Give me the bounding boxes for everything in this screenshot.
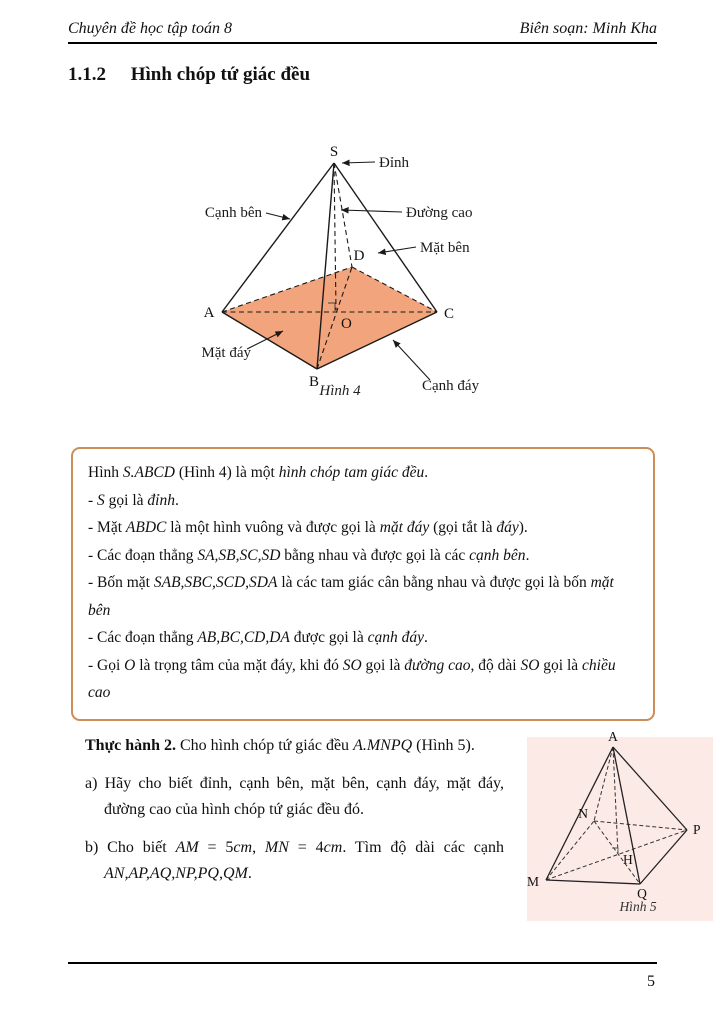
definition-line: - Các đoạn thẳng SA,SB,SC,SD bằng nhau và được gọi là các cạnh bên. — [88, 546, 530, 564]
vertex-P-label: P — [693, 822, 701, 837]
figure4-pyramid-diagram — [150, 138, 550, 410]
definition-line: - S gọi là đỉnh. — [88, 491, 179, 509]
vertex-O-label: O — [341, 316, 352, 332]
figure4-caption: Hình 4 — [319, 383, 361, 399]
section-heading — [68, 64, 310, 86]
vertex-A-label: A — [608, 729, 618, 744]
figure5-pyramid-diagram — [520, 728, 720, 928]
header-rule — [68, 42, 657, 44]
section-title: Hình chóp tứ giác đều — [130, 64, 311, 85]
definition-line: Hình S.ABCD (Hình 4) là một hình chóp tam giác đều. — [88, 464, 429, 481]
definition-line: - Gọi O là trọng tâm của mặt đáy, khi đó SO gọi là đường cao, độ dài SO gọi là chiều cao — [88, 656, 616, 701]
vertex-N-label: N — [578, 806, 588, 821]
lateral-face-label: Mặt bên — [420, 240, 470, 256]
definition-line: - Bốn mặt SAB,SBC,SCD,SDA là các tam giác cân bằng nhau và được gọi là bốn mặt bên — [88, 574, 614, 619]
definition-box — [71, 447, 655, 721]
section-number: 1.1.2 — [68, 64, 106, 85]
definition-line: - Mặt ABDC là một hình vuông và được gọi là mặt đáy (gọi tắt là đáy). — [88, 519, 528, 536]
figure5-background — [527, 737, 713, 921]
vertex-M-label: M — [526, 874, 539, 889]
vertex-A-label: A — [203, 305, 215, 321]
pyramid-base-face — [222, 267, 437, 369]
lateral-edge-label: Cạnh bên — [204, 205, 262, 221]
vertex-H-label: H — [623, 852, 633, 867]
footer-rule — [68, 962, 657, 964]
vertex-C-label: C — [443, 306, 455, 322]
practice-item-a: a) Hãy cho biết đỉnh, cạnh bên, mặt bên, cạnh đáy, mặt đáy, đường cao của hình chóp tứ giác đều đó. — [85, 775, 504, 818]
definition-line: - Các đoạn thẳng AB,BC,CD,DA được gọi là cạnh đáy. — [88, 629, 428, 646]
header-left-text: Chuyên đề học tập toán 8 — [68, 20, 232, 37]
vertex-D-label: D — [353, 248, 365, 264]
page-number: 5 — [647, 973, 655, 990]
practice-intro: Thực hành 2. Cho hình chóp tứ giác đều A.MNPQ (Hình 5). — [85, 737, 475, 754]
apex-label: Đỉnh — [379, 155, 409, 171]
vertex-B-label: B — [308, 374, 320, 390]
vertex-Q-label: Q — [637, 886, 647, 901]
figure5-caption: Hình 5 — [619, 899, 657, 914]
practice-item-b: b) Cho biết AM = 5cm, MN = 4cm. Tìm độ dài các cạnh AN,AP,AQ,NP,PQ,QM. — [85, 839, 505, 882]
base-edge-label: Cạnh đáy — [422, 378, 480, 394]
vertex-S-label: S — [329, 144, 339, 160]
header-right-text: Biên soạn: Minh Kha — [519, 20, 657, 37]
practice-section — [68, 733, 504, 899]
altitude-label: Đường cao — [406, 205, 473, 221]
base-face-label: Mặt đáy — [201, 345, 251, 361]
